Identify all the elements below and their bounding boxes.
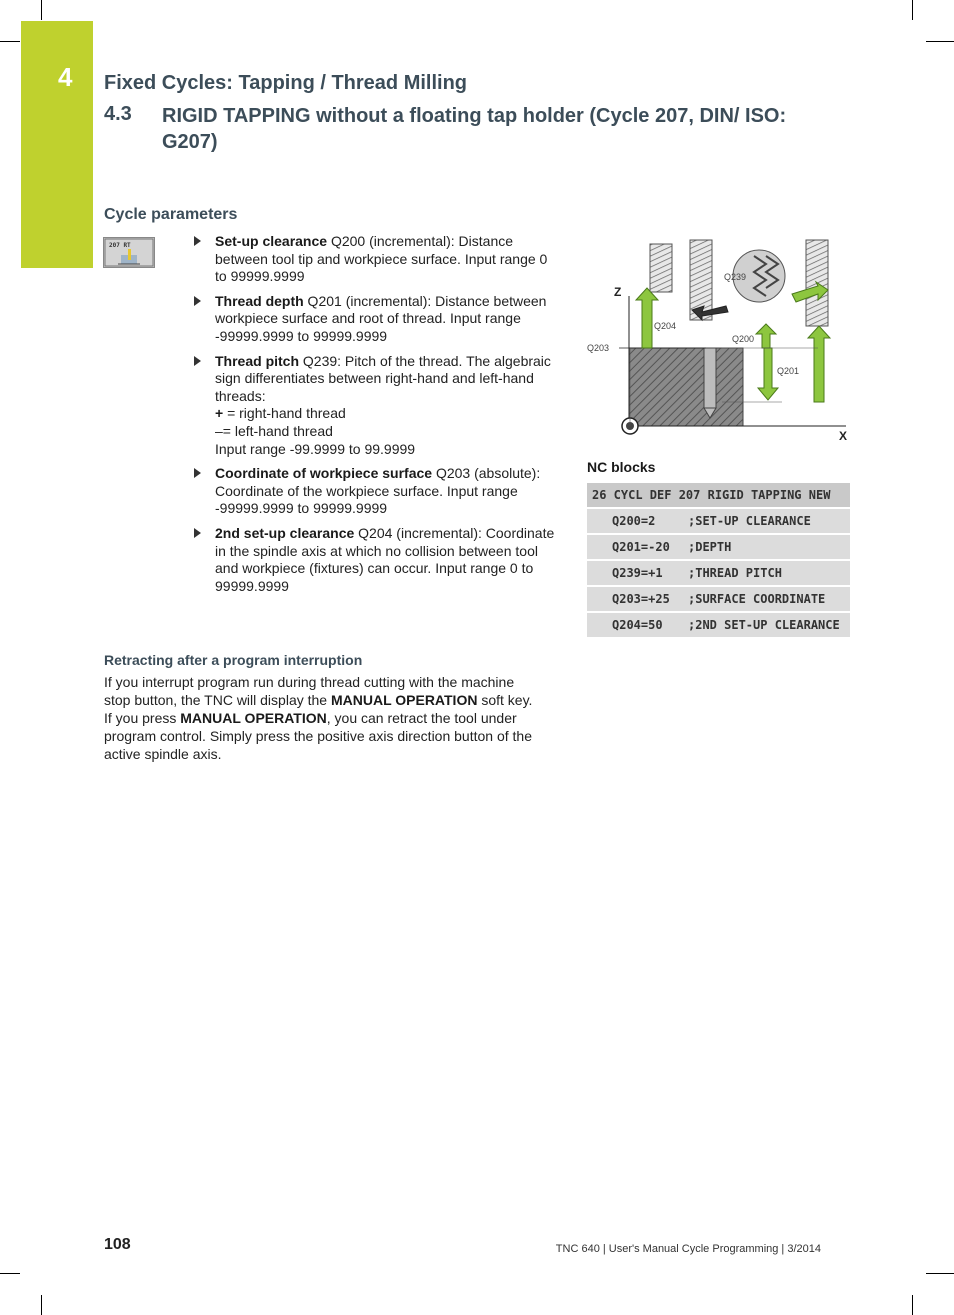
q204-right-arrow: [808, 326, 830, 402]
bullet-arrow-icon: [194, 468, 201, 478]
parameter-list: [193, 233, 559, 602]
bullet-arrow-icon: [194, 528, 201, 538]
z-axis-label: Z: [614, 285, 622, 299]
nc-header-row: 26 CYCL DEF 207 RIGID TAPPING NEW: [587, 483, 850, 507]
q201-label: Q201: [777, 366, 800, 376]
param-thread-depth: Thread depth Q201 (incremental): Distance between workpiece surface and root of thread. Input range -99999.9999 to 99999.9999: [193, 293, 559, 346]
nc-row: Q239=+1 ;THREAD PITCH: [587, 561, 850, 585]
param-thread-pitch: Thread pitch Q239: Pitch of the thread. The algebraic sign differentiates between right-hand and left-hand threads: + = right-hand thread –= left-hand thread Input range -99.9999 to 99.9999: [193, 353, 559, 459]
page-number: 108: [104, 1236, 131, 1253]
nc-row: Q204=50 ;2ND SET-UP CLEARANCE: [587, 613, 850, 637]
nc-blocks-table: [587, 481, 850, 639]
param-setup-clearance: Set-up clearance Q200 (incremental): Distance between tool tip and workpiece surface. Input range 0 to 99999.9999: [193, 233, 559, 286]
crop-mark: [41, 1295, 42, 1315]
q200-label: Q200: [732, 334, 755, 344]
x-axis-label: X: [839, 429, 848, 443]
chapter-tab: [21, 21, 93, 268]
chapter-title: Fixed Cycles: Tapping / Thread Milling: [104, 72, 468, 94]
bullet-arrow-icon: [194, 236, 201, 246]
crop-mark: [912, 0, 913, 20]
section-title: RIGID TAPPING without a floating tap holder (Cycle 207, DIN/ ISO: G207): [162, 105, 787, 153]
tapping-diagram: [586, 236, 852, 446]
cycle-parameters-heading: Cycle parameters: [104, 206, 238, 223]
section-number: 4.3: [104, 103, 132, 125]
crop-mark: [0, 1273, 20, 1274]
workpiece: [629, 348, 743, 426]
crop-mark: [926, 41, 954, 42]
chapter-number: 4: [58, 62, 73, 92]
crop-mark: [0, 41, 20, 42]
q204-label: Q204: [654, 321, 677, 331]
bullet-arrow-icon: [194, 296, 201, 306]
q204-arrow: [636, 288, 658, 348]
param-2nd-setup-clearance: 2nd set-up clearance Q204 (incremental): Coordinate in the spindle axis at which no collision between tool and workpiece (fixtures) can occur. Input range 0 to 99999.9999: [193, 525, 559, 595]
param-surface-coordinate: Coordinate of workpiece surface Q203 (absolute): Coordinate of the workpiece surface. Input range -99999.9999 to 99999.9999: [193, 465, 559, 518]
nc-row: Q200=2 ;SET-UP CLEARANCE: [587, 509, 850, 533]
q239-label: Q239: [724, 272, 747, 282]
footer-text: TNC 640 | User's Manual Cycle Programming | 3/2014: [555, 1243, 821, 1255]
tap-left: [650, 244, 672, 292]
q200-arrow: [756, 324, 776, 348]
retracting-text: If you interrupt program run during thread cutting with the machine stop button, the TNC will display the MANUAL OPERATION soft key. If you press MANUAL OPERATION, you can retract the tool under program control. Simply press the positive axis direction button of the active spindle axis.: [104, 674, 533, 762]
softkey-label: 207 RT: [109, 242, 131, 249]
bullet-arrow-icon: [194, 356, 201, 366]
nc-row: Q201=-20 ;DEPTH: [587, 535, 850, 559]
crop-mark: [926, 1273, 954, 1274]
retracting-heading: Retracting after a program interruption: [104, 652, 363, 668]
crop-mark: [41, 0, 42, 20]
nc-row: Q203=+25 ;SURFACE COORDINATE: [587, 587, 850, 611]
crop-mark: [912, 1295, 913, 1315]
nc-blocks-heading: NC blocks: [587, 459, 656, 475]
q201-arrow: [758, 348, 778, 400]
q203-label: Q203: [587, 343, 610, 353]
tapped-hole: [704, 348, 716, 408]
cycle-207-softkey: [103, 237, 155, 268]
